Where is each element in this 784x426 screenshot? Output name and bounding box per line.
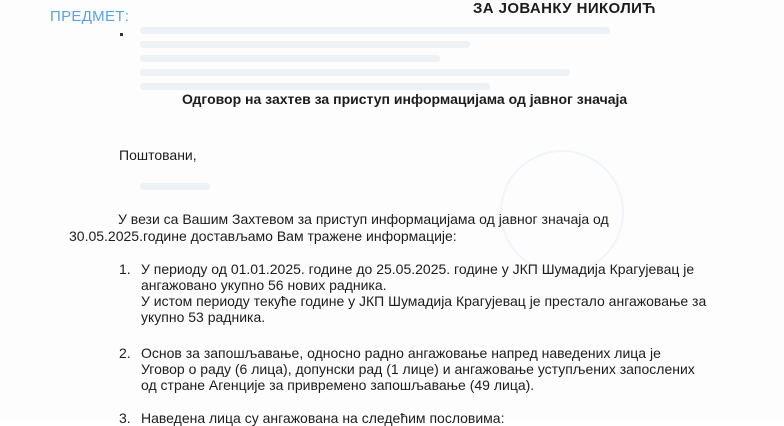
list-item-line: ангажовано укупно 56 нових радника.	[141, 277, 387, 293]
recipient-heading: ЗА ЈОВАНКУ НИКОЛИЋ	[473, 0, 656, 17]
list-item-text	[141, 261, 741, 325]
greeting: Поштовани,	[119, 147, 197, 163]
list-item-line: Наведена лица су ангажована на следећим пословима:	[141, 410, 505, 426]
list-item-line: Уговор о раду (6 лица), допунски рад (1 лице) и ангажовање уступљених запослених	[141, 361, 695, 377]
intro-line-1: У вези са Вашим Захтевом за приступ информацијама од јавног значаја од	[118, 211, 609, 227]
scan-speck	[120, 33, 123, 36]
subject-label: ПРЕДМЕТ:	[50, 8, 130, 25]
list-item-number: 3.	[119, 410, 131, 426]
list-item-number: 1.	[119, 261, 131, 277]
list-item-number: 2.	[119, 345, 131, 361]
intro-paragraph	[69, 211, 709, 245]
list-item-text	[141, 410, 741, 426]
document-title: Одговор на захтев за приступ информацијама од јавног значаја	[182, 91, 628, 107]
list-item-line: укупно 53 радника.	[141, 309, 266, 325]
list-item-line: У периоду од 01.01.2025. године до 25.05.2025. године у ЈКП Шумадија Крагујевац је	[141, 261, 695, 277]
intro-line-2: 30.05.2025.године достављамо Вам тражене информације:	[69, 228, 457, 244]
list-item-text	[141, 345, 741, 393]
list-item-line: Основ за запошљавање, односно радно ангажовање напред наведених лица је	[141, 345, 661, 361]
list-item-line: У истом периоду текуће године у ЈКП Шумадија Крагујевац је престало ангажовање за	[141, 293, 707, 309]
list-item-line: од стране Агенције за привремено запошљавање (49 лица).	[141, 377, 535, 393]
